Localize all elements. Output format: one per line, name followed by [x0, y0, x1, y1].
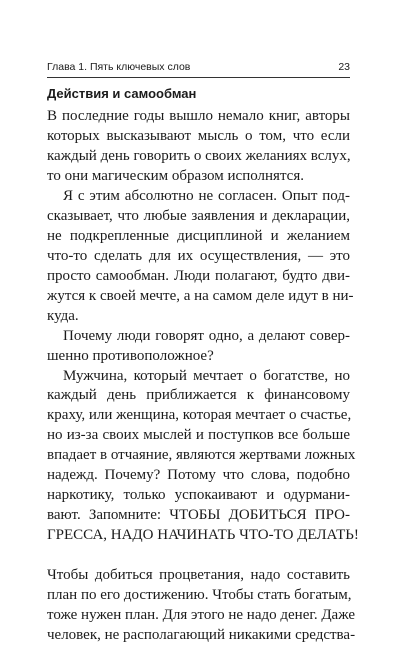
- paragraph-line: надежд. Почему? Потому что слова, подобно: [47, 467, 350, 484]
- section-heading: Действия и самообман: [47, 86, 197, 101]
- paragraph-line: каждый день приближается к финансовому: [47, 387, 350, 404]
- paragraph-line: сказывает, что любые заявления и декларации,: [47, 207, 350, 224]
- page-number: 23: [338, 61, 350, 73]
- paragraph-line: впадает в отчаяние, являются жертвами ложных: [47, 447, 356, 464]
- header-divider: [47, 77, 350, 78]
- paragraph-line: человек, не располагающий никакими средства-: [47, 627, 356, 644]
- paragraph-line: наркотику, только успокаивают и одурмани-: [47, 487, 350, 504]
- paragraph-line: просто самообман. Люди полагают, будто дви-: [47, 267, 350, 284]
- paragraph-line: Я с этим абсолютно не согласен. Опыт под-: [63, 187, 350, 204]
- paragraph-line: план по его достижению. Чтобы стать богатым,: [47, 587, 352, 604]
- paragraph-line: Почему люди говорят одно, а делают совер-: [63, 327, 350, 344]
- paragraph-line: но из-за своих мыслей и поступков все больше: [47, 427, 350, 444]
- paragraph-line: ГРЕССА, НАДО НАЧИНАТЬ ЧТО-ТО ДЕЛАТЬ!: [47, 527, 359, 544]
- paragraph-line: куда.: [47, 307, 79, 324]
- paragraph-line: шенно противоположное?: [47, 347, 214, 364]
- paragraph-line: краху, или женщина, которая мечтает о счастье,: [47, 407, 352, 424]
- paragraph-line: каждый день говорить о своих желаниях вслух,: [47, 147, 351, 164]
- paragraph-line: то они магическим образом исполнятся.: [47, 167, 304, 184]
- paragraph-line: что-то сделать для их осуществления, — это: [47, 247, 350, 264]
- paragraph-line: жутся к своей мечте, а на самом деле идут в ни-: [47, 287, 354, 304]
- paragraph-line: не подкрепленные дисциплиной и желанием: [47, 227, 350, 244]
- paragraph-line: которых высказывают мысль о том, что если: [47, 127, 350, 144]
- paragraph-line: Мужчина, который мечтает о богатстве, но: [63, 367, 350, 384]
- book-page: [47, 0, 359, 650]
- paragraph-line: вают. Запомните: ЧТОБЫ ДОБИТЬСЯ ПРО-: [47, 507, 350, 524]
- paragraph-line: Чтобы добиться процветания, надо составить: [47, 567, 350, 584]
- paragraph-line: тоже нужен план. Для этого не надо денег. Даже: [47, 607, 356, 624]
- chapter-title: Глава 1. Пять ключевых слов: [47, 61, 191, 73]
- running-header: [47, 60, 350, 74]
- paragraph-line: В последние годы вышло немало книг, авторы: [47, 108, 350, 124]
